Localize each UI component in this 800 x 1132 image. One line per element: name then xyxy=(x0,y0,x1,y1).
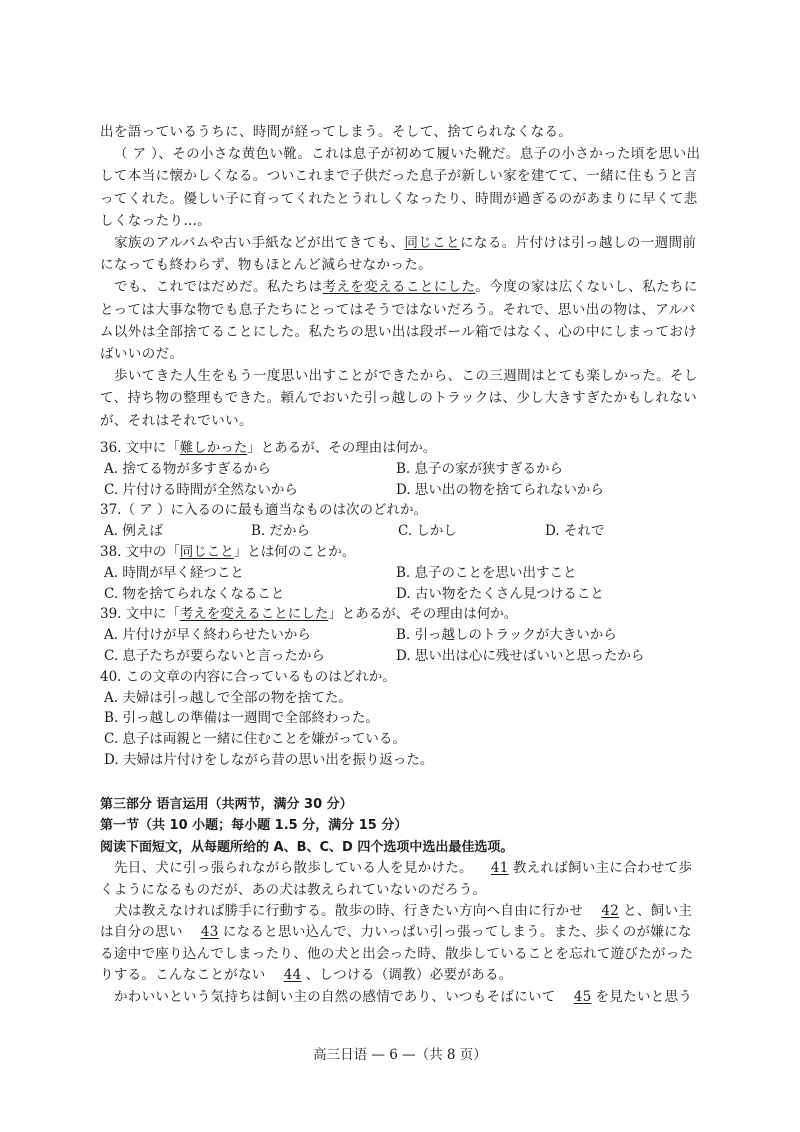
options-row xyxy=(100,646,704,667)
blank-41: 41 xyxy=(490,860,509,877)
passage-paragraph-2: （ ア ）、その小さな黄色い靴。これは息子が初めて履いた靴だ。息子の小さかった頃を思い出して本当に懐かしくなる。ついこれまで子供だった息子が新しい家を建てて、一緒に住もうと言ってくれた。優しい子に育ってくれたとうれしくなったり、時間が過ぎるのがあまりに早くて悲しくなったり…。 xyxy=(100,146,701,229)
cloze-paragraph-1 xyxy=(100,858,704,901)
question-38 xyxy=(100,542,704,563)
passage-paragraph-3 xyxy=(100,232,704,276)
instructions: 阅读下面短文，从每题所给的 A、B、C、D 四个选项中选出最佳选项。 xyxy=(100,839,514,855)
passage-paragraph-4 xyxy=(100,276,704,365)
cloze-text: を見たいと思う xyxy=(595,988,693,1005)
option-36-c: C. 片付ける時間が全然ないから xyxy=(104,481,298,498)
cloze-paragraph-3 xyxy=(100,987,704,1008)
blank-43: 43 xyxy=(200,924,219,941)
cloze-paragraph-2 xyxy=(100,901,704,987)
option-39-c: C. 息子たちが要らないと言ったから xyxy=(104,647,325,664)
underlined-phrase-onaji: 同じこと xyxy=(404,235,461,252)
subsection-heading: 第一节（共 10 小题；每小题 1.5 分，满分 15 分） xyxy=(100,818,408,834)
option-36-a: A. 捨てる物が多すぎるから xyxy=(104,460,271,477)
question-40: 40. この文章の内容に合っているものはどれか。 xyxy=(100,668,396,685)
options-row xyxy=(100,584,704,605)
underlined-phrase: 同じこと xyxy=(179,543,234,560)
option-39-b: B. 引っ越しのトラックが大きいから xyxy=(396,627,617,644)
underlined-phrase-kangae: 考えを変えることにした xyxy=(322,279,476,296)
passage-text: でも、これではだめだ。私たちは xyxy=(114,279,323,296)
underlined-phrase: 考えを変えることにした xyxy=(179,606,329,623)
option-40-d: D. 夫婦は片付けをしながら昔の思い出を振り返った。 xyxy=(104,751,434,768)
option-37-b: B. だから xyxy=(251,523,311,540)
option-40-a: A. 夫婦は引っ越しで全部の物を捨てた。 xyxy=(104,689,352,706)
option-40-b: B. 引っ越しの準備は一週間で全部終わった。 xyxy=(104,710,379,727)
options-row xyxy=(100,459,704,480)
option-37-c: C. しかし xyxy=(398,523,457,540)
question-list xyxy=(100,438,704,771)
option-39-a: A. 片付けが早く終わらせたいから xyxy=(104,627,311,644)
option-37-a: A. 例えば xyxy=(104,523,163,540)
passage-paragraph-1: 出を語っているうちに、時間が経ってしまう。そして、捨てられなくなる。 xyxy=(100,124,573,140)
option-38-b: B. 息子のことを思い出すこと xyxy=(396,564,577,581)
option-40-c: C. 息子は両親と一緒に住むことを嫌がっている。 xyxy=(104,731,406,748)
reading-passage xyxy=(100,121,704,432)
cloze-text: かわいいという気持ちは飼い主の自然の感情であり、いつもそばにいて xyxy=(114,988,556,1005)
question-39 xyxy=(100,604,704,625)
options-row xyxy=(100,625,704,646)
option-37-d: D. それで xyxy=(545,523,605,540)
cloze-text: 、しつける（调教）必要がある。 xyxy=(305,967,513,984)
underlined-phrase: 難しかった xyxy=(179,440,248,456)
passage-paragraph-5: 歩いてきた人生をもう一度思い出すことができたから、この三週間はとても楽しかった。そして、持ち物の整理もできた。頼んでおいた引っ越しのトラックは、少し大きすぎたかもしれないが、それはそれでいい。 xyxy=(100,368,698,429)
page-footer: 高三日语 — 6 —（共 8 页） xyxy=(313,1047,487,1063)
question-37: 37.（ ア ）に入るのに最も適当なものは次のどれか。 xyxy=(100,502,428,519)
options-row xyxy=(100,563,704,584)
passage-text: になる。片付けは引っ越しの一週間前になっても終わらず、物もほとんど減らせなかった。 xyxy=(100,235,697,274)
option-39-d: D. 思い出は心に残せばいいと思ったから xyxy=(396,647,645,664)
options-row xyxy=(100,480,704,501)
cloze-text: 先日、犬に引っ張られながら散歩している人を見かけた。 xyxy=(114,860,473,877)
option-38-d: D. 古い物をたくさん見つけること xyxy=(396,585,604,602)
cloze-text: 犬は教えなければ勝手に行動する。散歩の時、行きたい方向へ自由に行かせ xyxy=(114,903,584,920)
section-language-use xyxy=(100,794,704,1008)
option-38-a: A. 時間が早く経つこと xyxy=(104,564,244,581)
blank-45: 45 xyxy=(573,988,592,1005)
question-text: 38. 文中の「 xyxy=(100,543,180,560)
blank-42: 42 xyxy=(601,903,620,920)
section-heading: 第三部分 语言运用（共两节，满分 30 分） xyxy=(100,797,353,812)
cloze-text: 教えれば飼い主に合わせて歩くようになるものだが、あの犬は教えられていないのだろう。 xyxy=(100,860,693,898)
cloze-text: になると思い込んで、力いっぱい引っ張ってしまう。また、歩くのが嫌になる途中で座り込んでしまったり、他の犬と出会った時、散歩していることを忘れて遊びたがったりする。こんなことがない xyxy=(100,924,694,984)
question-text: 39. 文中に「 xyxy=(100,606,180,623)
option-38-c: C. 物を捨てられなくなること xyxy=(104,585,285,602)
question-36 xyxy=(100,438,704,459)
options-row xyxy=(100,521,704,542)
cloze-text: と、飼い主は自分の思い xyxy=(100,903,693,941)
passage-text: 家族のアルバムや古い手紙などが出てきても、 xyxy=(114,235,405,252)
question-text: 」とあるが、その理由は何か。 xyxy=(328,606,518,623)
option-36-b: B. 息子の家が狭すぎるから xyxy=(396,460,564,477)
passage-text: 。今度の家は広くないし、私たちにとっては大事な物でも息子たちにとってはそうではないだろう。それで、思い出の物は、アルバム以外は全部捨てることにした。私たちの思い出は段ボール箱ではなく、心の中にしまっておけばいいのだ。 xyxy=(100,279,698,363)
question-text: 」とあるが、その理由は何か。 xyxy=(247,440,437,456)
blank-44: 44 xyxy=(283,967,302,984)
question-text: 36. 文中に「 xyxy=(100,440,180,456)
option-36-d: D. 思い出の物を捨てられないから xyxy=(396,481,604,498)
question-text: 」とは何のことか。 xyxy=(233,543,356,560)
